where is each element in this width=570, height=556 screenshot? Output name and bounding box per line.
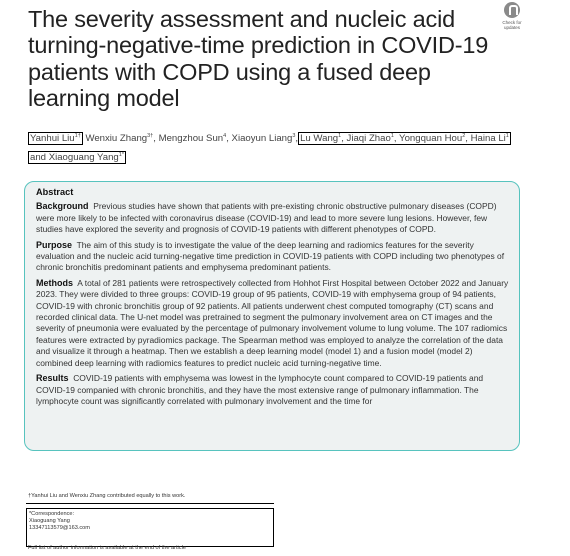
check-updates-label: Check for updates	[502, 20, 522, 30]
abstract-results	[36, 373, 510, 407]
author-name: Lu Wang	[300, 133, 339, 144]
author-affiliation: 3	[292, 133, 296, 139]
check-for-updates-badge[interactable]	[497, 2, 527, 30]
author-affiliation: 1	[505, 133, 509, 139]
abstract-background	[36, 201, 510, 235]
methods-text: A total of 281 patients were retrospectively collected from Hohhot First Hospital between October 2022 and January 2023. They were divided to three groups: COVID-19 group of 95 patients, COVID-19 with emphysema group of 94 patients, COVID-19 with chronic bronchitis group of 92 patients. All patients underwent chest computed tomography (CT) scans and recorded clinical data. The U-net model was pretrained to segment the pulmonary involvement area on CT images and the severity of pneumonia were evaluated by the percentage of pulmonary involvement volume to lung volume. The 107 radiomics features were extracted by pyradiomics package. The Spearman method was employed to analyze the correlation of the data and visualize it through a heatmap. Then we establish a deep learning model (model 1) and a fusion model (model 2) combined deep learning with radiomics features to predict nucleic acid turning-negative time.	[36, 277, 509, 368]
methods-lead: Methods	[36, 277, 73, 288]
author-box-second: Lu Wang$^1$, Jiaqi Zhao$^1$, Yongquan Hou$^2$, Haina Li$^1$	[300, 133, 509, 144]
background-lead: Background	[36, 201, 89, 212]
author-name: Jiaqi Zhao	[346, 133, 391, 144]
author-name: Xiaoyun Liang	[231, 133, 293, 144]
abstract-box	[24, 181, 520, 451]
author-list: Yanhui Liu$^{1\dagger}$ Wenxiu Zhang$^{3\dagger}$, Mengzhou Sun$^4$, Xiaoyun Liang$^3$, Lu Wang$^1$, Jiaqi Zhao$^1$, Yongquan Hou$^2$, Haina Li$^1$ and Xiaoguang Yang$^{1*}$	[30, 133, 509, 163]
author-name: Yongquan Hou	[399, 133, 463, 144]
correspondence-name: Xiaoguang Yang	[29, 518, 70, 524]
author-box-last: and Xiaoguang Yang$^{1*}$	[30, 152, 124, 163]
author-affiliation: 1	[338, 133, 342, 139]
author-affiliation: 2	[462, 133, 466, 139]
author-box-first	[28, 132, 83, 145]
author-name: Wenxiu Zhang	[85, 133, 148, 144]
author-affiliation: 1†	[74, 133, 81, 139]
author-name: Mengzhou Sun	[158, 133, 224, 144]
purpose-lead: Purpose	[36, 239, 73, 250]
purpose-text: The aim of this study is to investigate the value of the deep learning and radiomics features for the severity evaluation and the nucleic acid turning-negative time prediction in COVID-19 patients with COPD including two phenotypes of chronic bronchitis predominant patients and emphysema predominant patients.	[36, 239, 505, 273]
abstract-purpose	[36, 240, 510, 274]
background-text: Previous studies have shown that patients with pre-existing chronic obstructive pulmonary diseases (COPD) were more likely to be infected with coronavirus disease (COVID-19) and lead to more severe lung lesions. However, few studies have explored the severity and prognosis of COVID-19 patients with different phenotypes of COPD.	[36, 201, 497, 235]
bookmark-icon	[504, 2, 520, 18]
author-name: Xiaoguang Yang	[48, 152, 119, 163]
author-name: Haina Li	[470, 133, 506, 144]
abstract-heading: Abstract	[36, 187, 74, 197]
correspondence-label: *Correspondence:	[29, 511, 75, 517]
abstract-methods	[36, 278, 510, 369]
correspondence-email[interactable]: 13347113579@163.com	[29, 525, 90, 531]
results-lead: Results	[36, 373, 69, 384]
footnotes	[26, 490, 274, 547]
results-text: COVID-19 patients with emphysema was lowest in the lymphocyte count compared to COVID-19 patients and COVID-19 companied with chronic bronchitis, and they have the most extensive range of pulmonary inflammation. The lymphocyte count was significantly correlated with pulmonary involvement and the time for	[36, 373, 484, 406]
author-affiliation: 1*	[118, 152, 124, 158]
author-affiliation: 1	[390, 133, 394, 139]
author-name: Yanhui Liu	[30, 133, 75, 144]
author-affiliation: 4	[223, 133, 227, 139]
author-affiliation: 3†	[147, 133, 154, 139]
paper-title: The severity assessment and nucleic acid turning-negative-time prediction in COVID-19 patients with COPD using a fused deep learning model	[28, 6, 489, 112]
author-info-note: Full list of author information is available at the end of the article	[28, 545, 186, 551]
equal-contribution-note: †Yanhui Liu and Wenxiu Zhang contributed equally to this work.	[26, 490, 274, 504]
correspondence-box	[26, 508, 274, 547]
